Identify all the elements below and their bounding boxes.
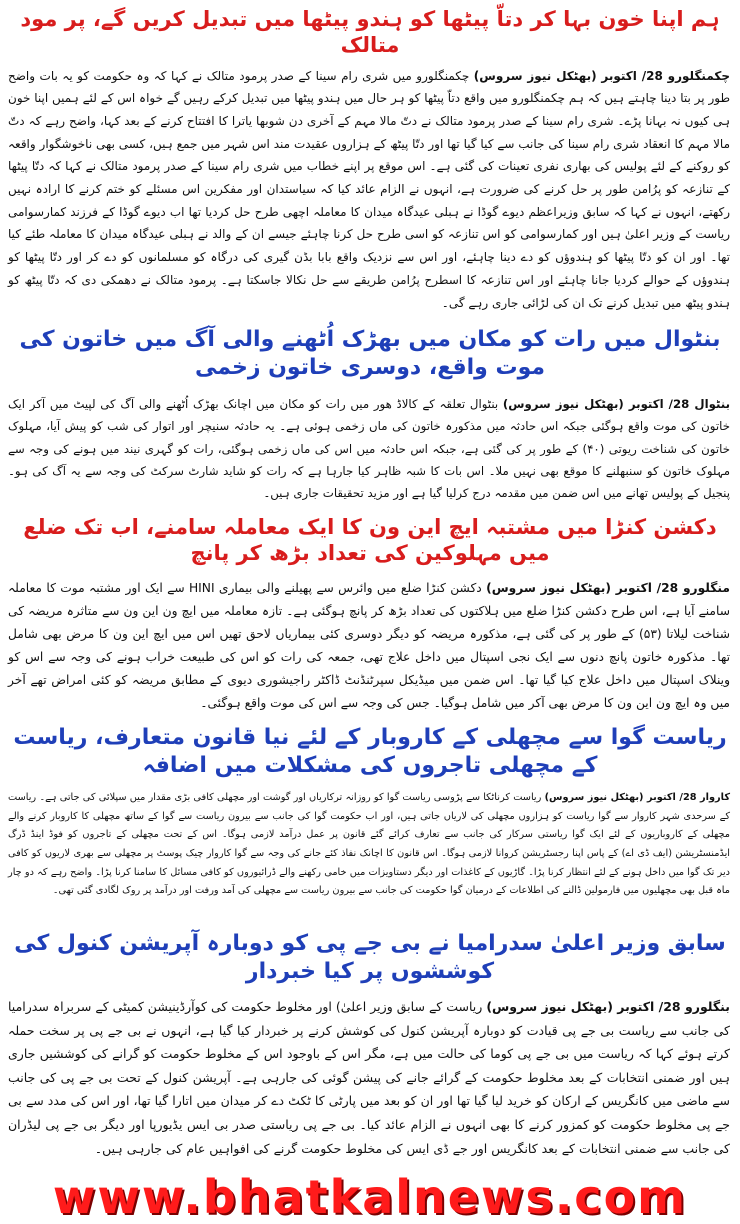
article-headline: ریاست گوا سے مچھلی کے کاروبار کے لئے نیا قانون متعارف، ریاست کے مچھلی تاجروں کی مشکلات میں اضافہ xyxy=(13,725,727,778)
article-text: ریاست کے سابق وزیر اعلیٰ) اور مخلوط حکومت کی کوآرڈینیشن کمیٹی کے سربراہ سدرامیا کی جانب سے ریاست بی جے پی قیادت کو دوبارہ آپریشن کنول کی کوشش کرنے پر خبردار کیا گیا ہے، انہوں نے بی جے پی پر سخت حملہ کرتے ہوئے کہا کہ ریاست میں بی جے پی کوما کی حالت میں ہے، مگر اس کے باوجود اس کے مخلوط حکومت کو گرانے کی کوششیں جاری ہیں اور ضمنی انتخابات کے بعد مخلوط حکومت کے گرائے جانے کی پیشن گوئی کی جارہی ہے۔ آپریشن کنول کے تحت بی جے پی کی جانب سے ماضی میں کانگریس کے ارکان کو خرید لیا گیا تھا اور ان کو بعد میں پارٹی کا ٹکٹ دے کر میدان میں اتارا گیا تھا، اور اس کی مدد سے بی جے پی مخلوط حکومت کو کمزور کرنے کا بھی انہوں نے الزام عائد کیا۔ بی جے پی ریاستی صدر بی ایس یڈیورپا اور دیگر بی جے پی لیڈران کی جانب سے ضمنی انتخابات کے بعد کانگریس اور جے ڈی ایس کی مخلوط حکومت گرنے کی افواہیں عام کی جارہی ہیں۔ xyxy=(8,999,730,1156)
article-text: بنٹوال تعلقہ کے کالاڈ ھور میں رات کو مکان میں اچانک بھڑک اُٹھنے والی آگ کی لپیٹ میں آکر ایک خاتون کی موت واقع ہوگئی جبکہ اس حادثہ میں مذکورہ خاتون کی ماں زخمی ہوئی ہے۔ یہ حادثہ سنیچر اور اتوار کی شب کو پیش آیا، مہلوک خاتون کی شناخت ریوتی (۴۰) کے طور پر کی گئی ہے، جبکہ اس حادثہ میں اس کی ماں زخمی ہوگئی، رات کو گہری نیند میں ہونے کی وجہ سے مہلوک خاتون کو سنبھلنے کا موقع بھی نہیں ملا۔ اس بات کا شبہ ظاہر کیا جارہا ہے کہ رات کو شاید شارٹ سرکٹ کی وجہ سے یہ آگ کی ہو۔ پنجیل کے پولیس تھانے میں اس ضمن میں مقدمہ درج کرلیا گیا ہے اور مزید تحقیقات جاری ہیں۔ xyxy=(8,397,730,500)
article-headline: ہم اپنا خون بہا کر دتاّ پیٹھا کو ہندو پیٹھا میں تبدیل کریں گے، پر مود متالک xyxy=(20,7,720,58)
article-dateline: منگلورو 28/ اکتوبر (بھٹکل نیوز سروس) xyxy=(486,580,730,595)
website-url[interactable]: www.bhatkalnews.com xyxy=(52,1170,688,1224)
article-body xyxy=(0,789,740,901)
article-muthalik xyxy=(0,2,740,314)
article-headline: دکشن کنڑا میں مشتبہ ایچ این ون کا ایک معاملہ سامنے، اب تک ضلع میں مہلوکین کی تعداد بڑھ کر پانچ xyxy=(23,515,717,566)
article-dateline: چکمنگلورو 28/ اکتوبر (بھٹکل نیوز سروس) xyxy=(473,68,731,83)
article-goa-fish xyxy=(0,718,740,901)
article-text: ریاست کرناٹکا سے پڑوسی ریاست گوا کو روزانہ ترکاریاں اور گوشت اور مچھلی کافی بڑی مقدار میں سپلائی کی جاتی ہے۔ ریاست کے سرحدی شہر کاروار سے گوا ریاست کو ہزاروں مچھلی کی لاریاں جاتی ہیں، اور اب حکومت گوا کی جانب سے بیرون ریاست سے گوا کے ساتھ مچھلی کا کاروبار کرنے والے مچھلی کے کاروباریوں کے لئے ایک گوا ریاستی سرکار کی جانب سے تعارف کرائے گئے قانون پر عمل درآمد لازمی ہوگا۔ اس کے تحت مچھلی کے تاجروں کو فوڈ اینڈ ڈرگ ایڈمنسٹریشن (ایف ڈی اے) کے پاس اپنا رجسٹریشن کروانا لازمی ہوگا۔ اس قانون کا اچانک نفاذ کئے جانے کی وجہ سے گوا کاروار چیک پوسٹ پر مچھلی سے بھری لاریوں کو کافی دیر تک گوا میں داخل ہونے کے لئے انتظار کرنا پڑا۔ گاڑیوں کے کاغذات اور دیگر دستاویزات میں خامی رکھنے والے ڈرائیوروں کو کافی مسائل کا سامنا کرنا پڑا۔ واضح رہے کہ دو چار ماہ قبل بھی مچھلیوں میں فارمولین ڈالنے کی اطلاعات کے درمیان گوا حکومت کی جانب سے بیرون ریاست سے مچھلی کی آمد ورفت اور درآمد پر روک لگادی گئی تھی۔ xyxy=(8,792,730,897)
article-siddaramaiah xyxy=(0,924,740,1160)
article-dateline: بنٹوال 28/ اکتوبر (بھٹکل نیوز سروس) xyxy=(502,397,730,411)
article-dateline: کاروار 28/ اکتوبر (بھٹکل نیوز سروس) xyxy=(544,792,730,803)
article-headline: بنٹوال میں رات کو مکان میں بھڑک اُٹھنے والی آگ میں خاتون کی موت واقع، دوسری خاتون زخمی xyxy=(19,327,721,380)
footer-banner xyxy=(0,1170,740,1224)
article-headline: سابق وزیر اعلیٰ سدرامیا نے بی جے پی کو دوبارہ آپریشن کنول کی کوششوں پر کیا خبردار xyxy=(14,931,726,984)
article-body xyxy=(0,393,740,504)
article-bantwal-fire xyxy=(0,318,740,504)
article-dateline: بنگلورو 28/ اکتوبر (بھٹکل نیوز سروس) xyxy=(486,999,730,1014)
article-body xyxy=(0,65,740,315)
article-body xyxy=(0,577,740,716)
article-text: چکمنگلورو میں شری رام سینا کے صدر پرمود متالک نے کہا کہ وہ حکومت کو یہ بات واضح طور پر بتا دینا چاہتے ہیں کہ ہم چکمنگلورو میں واقع دتاّ پیٹھا کو ہر حال میں ہندو پیٹھا میں تبدیل کرکے رہیں گے خواہ اس کے لئے ہمیں اپنا خون ہی کیوں نہ بہانا پڑے۔ شری رام سینا کے صدر پرمود متالک نے دتّ مالا مہم کے آخری دن شوبھا یاترا کا افتتاح کرنے کے بعد کہا، واضح رہے کہ دتّ مالا مہم کا انعقاد شری رام سینا کی جانب سے کیا گیا تھا اور دتّا پیٹھ کے ہزاروں عقیدت مند اس شہر میں جمع ہیں، کسی بھی ناخوشگوار واقعہ کو روکنے کے لئے پولیس کی بھاری نفری تعینات کی گئی ہے۔ اس موقع پر اپنے خطاب میں شری رام سینا کے صدر پرمود متالک نے کہا کہ دتّا پیٹھا کے تنازعہ کو پرُامن طور پر حل کرنے کی ضرورت ہے، انہوں نے الزام عائد کیا کہ سیاستدان اور مفکرین اس مسئلے کو ختم کرنے کا ارادہ نہیں رکھتے، انہوں نے کہا کہ سابق وزیراعظم دیوے گوڈا نے ہبلی عیدگاہ میدان کا معاملہ اچھی طرح حل کردیا تھا اب دیوے گوڈا کے فرزند کمارسوامی ریاست کے وزیر اعلیٰ ہیں اور کمارسوامی کو اس تنازعہ کو اسی طرح حل کرنا چاہئے جیسے ان کے والد نے ہبلی عیدگاہ میدان کا معاملہ طئے کیا تھا۔ اور ان کو دتّا پیٹھا کو ہندوؤں کو دے دینا چاہئے، اور اس سے نزدیک واقع بابا بڈن گیری کی درگاہ کو مسلمانوں کو دے کر اور دتّا پیٹھا کو ہندوؤں کے حوالے کردیا جانا چاہئے اور اس تنازعہ کا اسطرح پرُامن طریقے سے حل نکالا جاسکتا ہے۔ پرمود متالک نے دھمکی دی کہ دتّا پیٹھ کو ہندو پیٹھ میں تبدیل کرنے تک ان کی لڑائی جاری رہے گی۔ xyxy=(8,68,730,310)
article-body xyxy=(0,995,740,1160)
article-text: دکشن کنڑا ضلع میں وائرس سے پھیلنے والی بیماری HINI سے ایک اور مشتبہ موت کا معاملہ سامنے آیا ہے، اس طرح دکشن کنڑا ضلع میں ہلاکتوں کی تعداد بڑھ کر پانچ ہوگئی ہے۔ تازہ معاملہ میں ایچ ون این ون سے متاثرہ مریضہ کی شناخت لیلاتا (۵۳) کے طور پر کی گئی ہے، مذکورہ مریضہ کو دیگر دوسری کئی بیماریاں لاحق تھیں اس میں ایچ این ون کا مرض بھی شامل تھا۔ مذکورہ خاتون پانچ دنوں سے ایک نجی اسپتال میں داخل علاج تھی، جمعہ کی رات کو اس کی طبیعت خراب ہونے کی وجہ سے اس کو وینلاک اسپتال میں داخل علاج کیا گیا تھا۔ اس ضمن میں میڈیکل سپرٹنڈنٹ ڈاکٹر راجیشوری دیوی کے مطابق مریضہ کو کئی امراض تھے آخر میں وہ ایچ ون این ون کا مرض بھی آکر میں شامل ہوگیا۔ جس کی وجہ سے اس کی موت واقع ہوگئی۔ xyxy=(8,580,730,711)
article-h1n1 xyxy=(0,508,740,715)
